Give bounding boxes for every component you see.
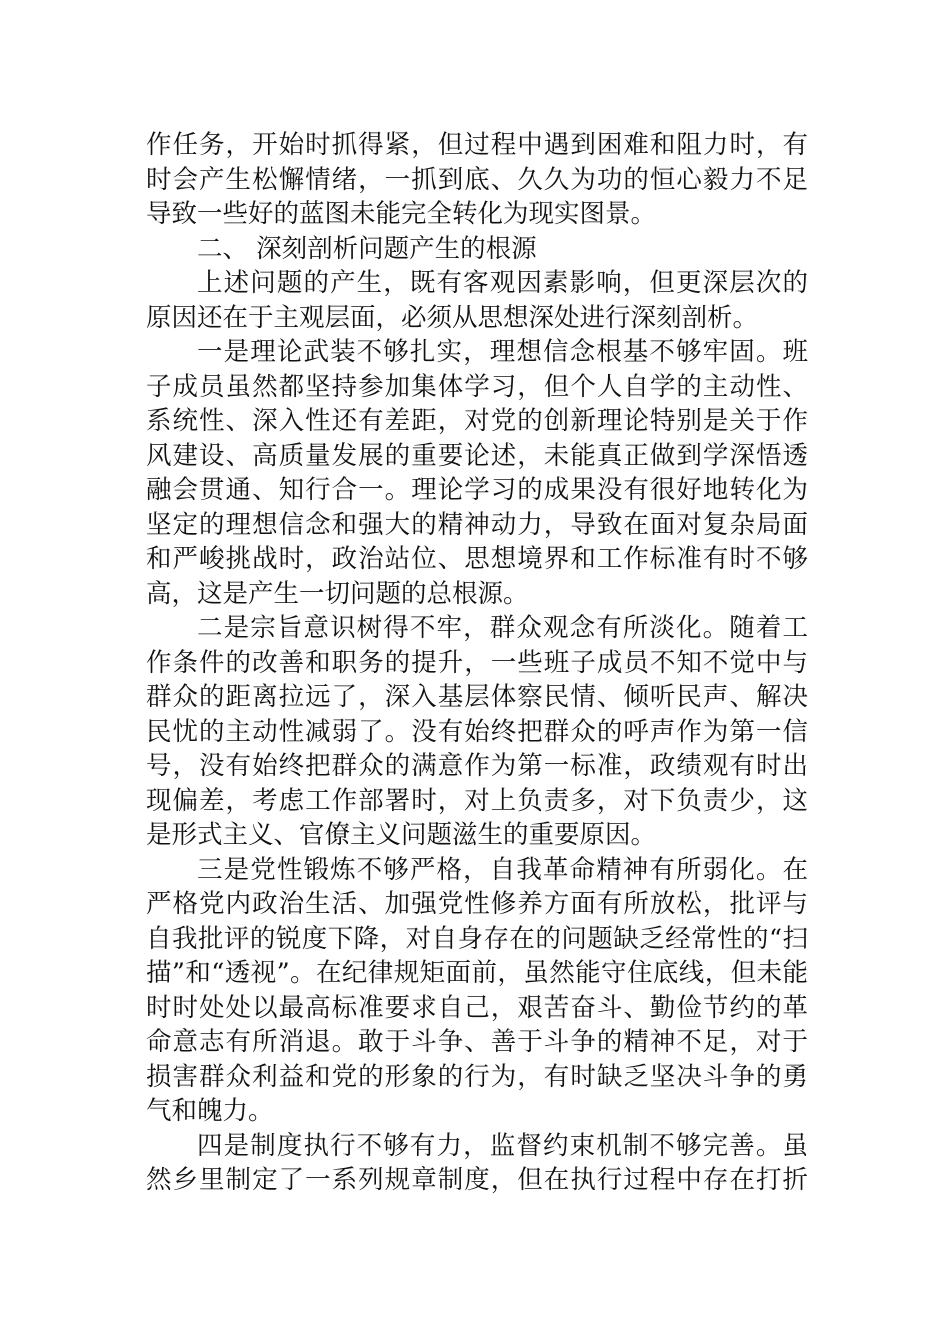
text-line: 和严峻挑战时，政治站位、思想境界和工作标准有时不够 [146,544,808,574]
text-line: 作条件的改善和职务的提升，一些班子成员不知不觉中与 [146,647,808,678]
paragraph [146,853,808,1129]
text-line: 自我批评的锐度下降，对自身存在的问题缺乏经常性的“扫 [146,923,808,954]
text-line: 上述问题的产生，既有客观因素影响，但更深层次的 [197,268,808,298]
text-line: 描”和“透视”。在纪律规矩面前，虽然能守住底线，但未能 [146,958,808,988]
text-line: 二是宗旨意识树得不牢，群众观念有所淡化。随着工 [197,613,808,643]
text-line: 原因还在于主观层面，必须从思想深处进行深刻剖析。 [146,302,759,333]
text-line: 风建设、高质量发展的重要论述，未能真正做到学深悟透 [146,440,808,471]
text-line: 时会产生松懈情绪，一抓到底、久久为功的恒心毅力不足 [146,164,808,195]
text-line: 融会贯通、知行合一。理论学习的成果没有很好地转化为 [146,475,808,505]
text-line: 严格党内政治生活、加强党性修养方面有所放松，批评与 [146,889,808,919]
text-line: 导致一些好的蓝图未能完全转化为现实图景。 [146,199,657,229]
text-line: 一是理论武装不够扎实，理想信念根基不够牢固。班 [197,337,808,367]
text-line: 子成员虽然都坚持参加集体学习，但个人自学的主动性、 [146,371,808,402]
paragraph [146,128,808,232]
text-line: 时时处处以最高标准要求自己，艰苦奋斗、勤俭节约的革 [146,992,808,1023]
text-line: 是形式主义、官僚主义问题滋生的重要原因。 [146,820,657,850]
text-line: 二、 深刻剖析问题产生的根源 [197,233,537,264]
text-line: 群众的距离拉远了，深入基层体察民情、倾听民声、解决 [146,682,808,712]
paragraph [146,1129,808,1198]
paragraph [146,266,808,335]
text-line: 四是制度执行不够有力，监督约束机制不够完善。虽 [197,1130,808,1161]
text-line: 现偏差，考虑工作部署时，对上负责多，对下负责少，这 [146,785,808,816]
paragraph [146,335,808,611]
text-line: 三是党性锻炼不够严格，自我革命精神有所弱化。在 [197,854,808,885]
section-heading [146,232,808,267]
text-line: 气和魄力。 [146,1096,274,1126]
text-line: 系统性、深入性还有差距，对党的创新理论特别是关于作 [146,406,808,436]
text-line: 民忧的主动性减弱了。没有始终把群众的呼声作为第一信 [146,716,808,747]
text-line: 高，这是产生一切问题的总根源。 [146,578,529,609]
text-line: 号，没有始终把群众的满意作为第一标准，政绩观有时出 [146,751,808,781]
text-line: 坚定的理想信念和强大的精神动力，导致在面对复杂局面 [146,509,808,540]
text-line: 然乡里制定了一系列规章制度，但在执行过程中存在打折 [146,1165,808,1195]
document-page [146,128,808,1198]
text-line: 命意志有所消退。敢于斗争、善于斗争的精神不足，对于 [146,1027,808,1057]
text-line: 作任务，开始时抓得紧，但过程中遇到困难和阻力时，有 [146,130,808,160]
text-line: 损害群众利益和党的形象的行为，有时缺乏坚决斗争的勇 [146,1061,808,1092]
paragraph [146,611,808,853]
